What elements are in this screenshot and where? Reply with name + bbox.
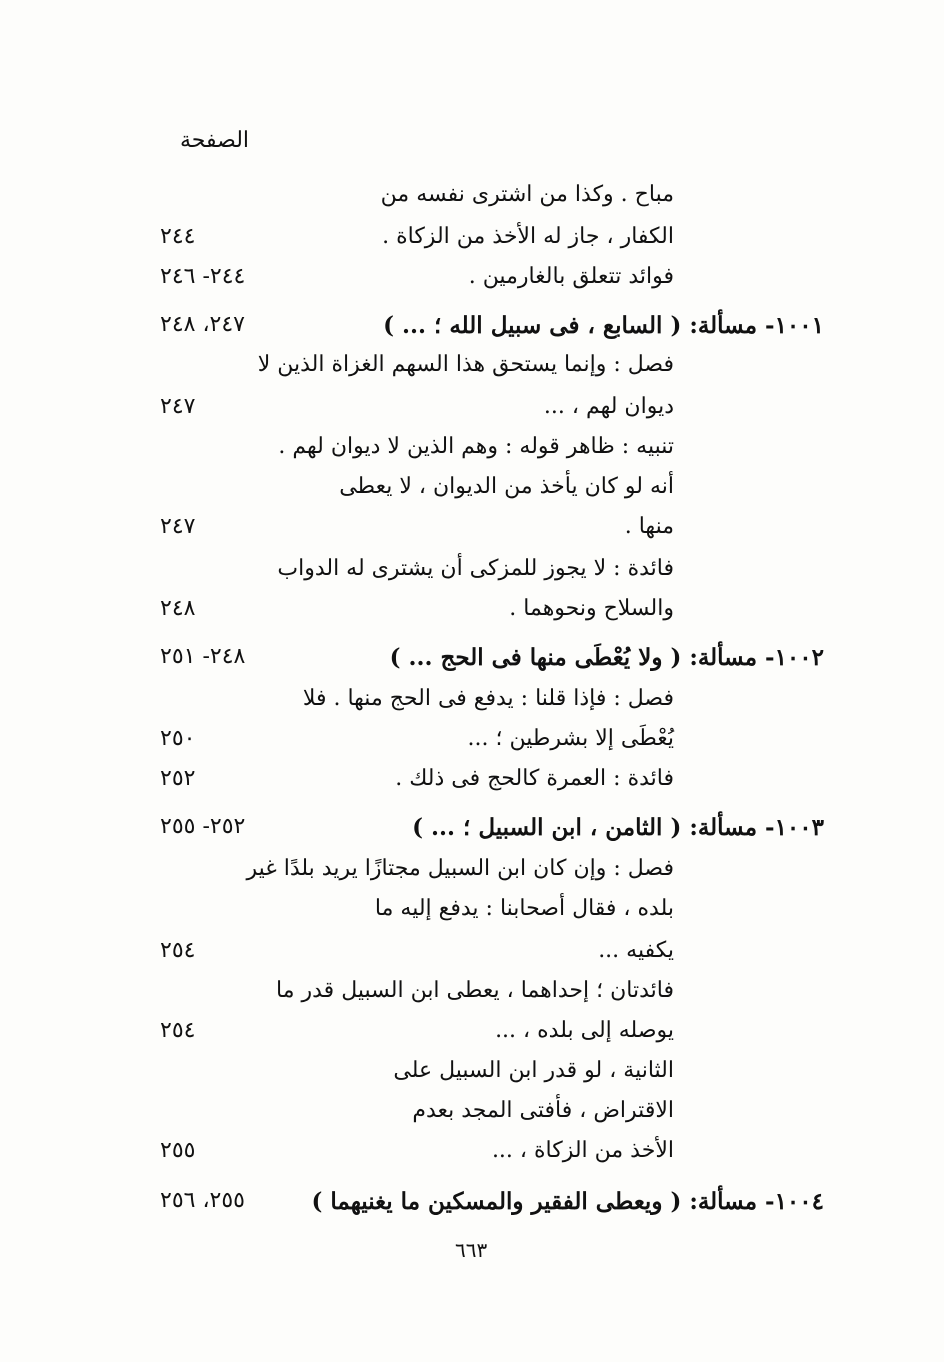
index-line: فائدة : العمرة كالحج فى ذلك .: [395, 766, 674, 791]
page-reference: ٢٥٤: [160, 1018, 196, 1043]
entry-heading-1002: ١٠٠٢- مسألة: ( ولا يُعْطَى منها فى الحج ... ): [389, 644, 824, 671]
index-line: فائدتان ؛ إحداهما ، يعطى ابن السبيل قدر ما: [276, 978, 674, 1003]
page-reference: ٢٥٢: [160, 766, 196, 791]
index-line: يكفيه ...: [598, 938, 674, 963]
page-reference: ٢٤٧: [160, 514, 196, 539]
index-line: فصل : وإنما يستحق هذا السهم الغزاة الذين لا: [257, 352, 674, 377]
index-line: الأخذ من الزكاة ، ...: [491, 1138, 674, 1163]
page-reference: ٢٤٧: [160, 394, 196, 419]
index-line: منها .: [624, 514, 674, 539]
page-reference: ٢٥٥، ٢٥٦: [160, 1188, 245, 1213]
index-line: أنه لو كان يأخذ من الديوان ، لا يعطى: [339, 474, 674, 499]
page-reference: ٢٥٤: [160, 938, 196, 963]
index-line: الاقتراض ، فأفتى المجد بعدم: [412, 1098, 674, 1123]
index-line: الثانية ، لو قدر ابن السبيل على: [393, 1058, 674, 1083]
index-line: فصل : وإن كان ابن السبيل مجتازًا يريد بلدًا غير: [246, 856, 674, 881]
index-line: بلده ، فقال أصحابنا : يدفع إليه ما: [374, 896, 674, 921]
index-line: يُعْطَى إلا بشرطين ؛ ...: [467, 726, 674, 751]
index-line: فوائد تتعلق بالغارمين .: [468, 264, 674, 289]
index-line: تنبيه : ظاهر قوله : وهم الذين لا ديوان لهم .: [278, 434, 674, 459]
index-line: مباح . وكذا من اشترى نفسه من: [380, 182, 674, 207]
index-line: فائدة : لا يجوز للمزكى أن يشترى له الدواب: [277, 556, 674, 581]
entry-heading-1003: ١٠٠٣- مسألة: ( الثامن ، ابن السبيل ؛ ... ): [412, 814, 824, 841]
index-line: والسلاح ونحوهما .: [509, 596, 674, 621]
index-line: الكفار ، جاز له الأخذ من الزكاة .: [382, 224, 674, 249]
page-reference: ٢٤٤- ٢٤٦: [160, 264, 246, 289]
entry-heading-1004: ١٠٠٤- مسألة: ( ويعطى الفقير والمسكين ما يغنيهما ): [311, 1188, 824, 1215]
page-reference: ٢٤٤: [160, 224, 196, 249]
page-reference: ٢٤٨- ٢٥١: [160, 644, 246, 669]
page-reference: ٢٥٥: [160, 1138, 196, 1163]
index-line: ديوان لهم ، ...: [543, 394, 674, 419]
index-line: يوصله إلى بلده ، ...: [495, 1018, 674, 1043]
page-column-label: الصفحة: [180, 128, 250, 153]
page-reference: ٢٤٧، ٢٤٨: [160, 312, 245, 337]
page-number: ٦٦٣: [455, 1238, 488, 1262]
page-reference: ٢٥٠: [160, 726, 196, 751]
page-reference: ٢٤٨: [160, 596, 196, 621]
page-reference: ٢٥٢- ٢٥٥: [160, 814, 246, 839]
index-line: فصل : فإذا قلنا : يدفع فى الحج منها . فلا: [302, 686, 674, 711]
entry-heading-1001: ١٠٠١- مسألة: ( السابع ، فى سبيل الله ؛ ... ): [383, 312, 824, 339]
